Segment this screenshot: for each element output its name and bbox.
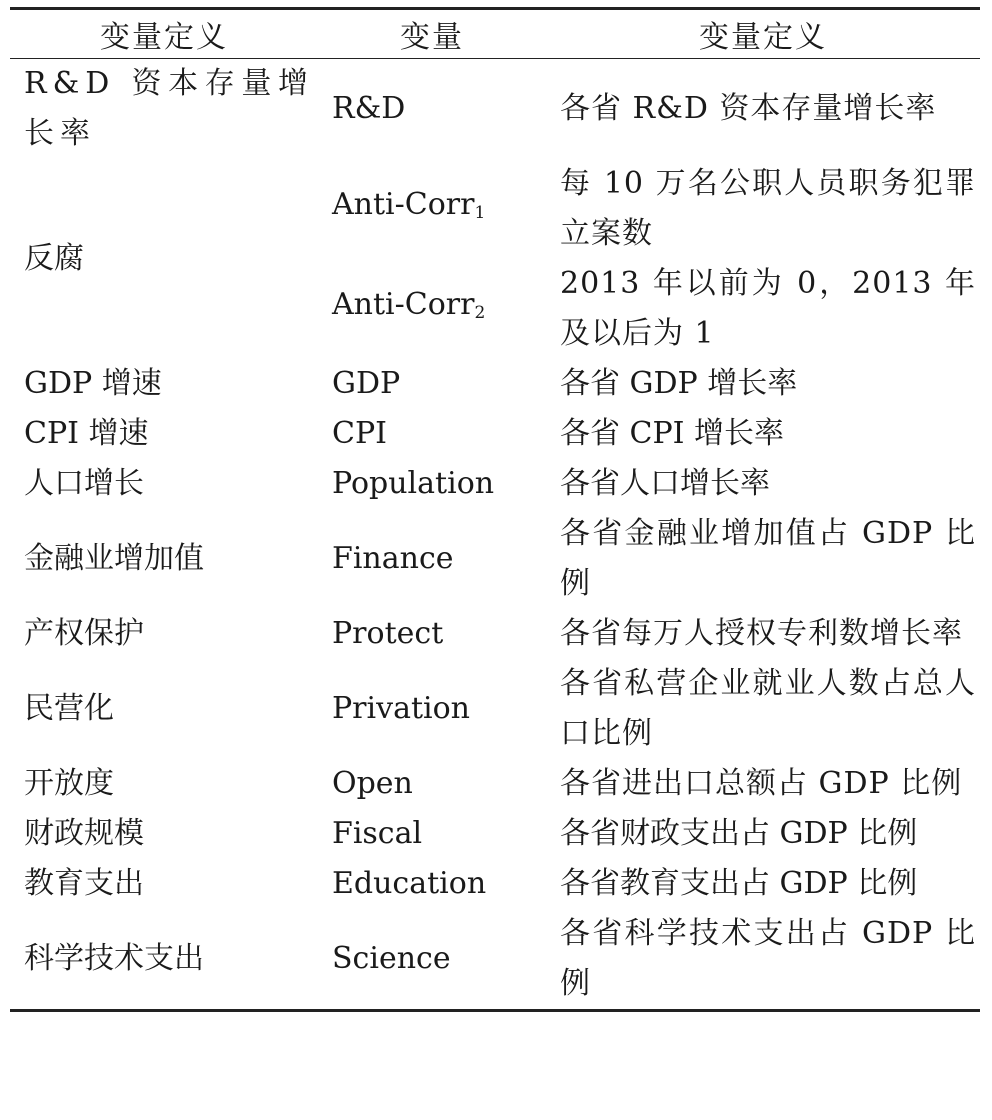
row-definition: 科学技术支出	[24, 941, 204, 976]
table-header-row	[10, 9, 980, 59]
row-description: 各省财政支出占 GDP 比例	[560, 816, 918, 851]
row-definition: GDP 增速	[24, 366, 162, 401]
table-row	[10, 909, 980, 1011]
table-row	[10, 409, 980, 459]
row-definition: 金融业增加值	[24, 541, 204, 576]
table-row	[10, 459, 980, 509]
row-description: 各省 GDP 增长率	[560, 366, 798, 401]
row-definition: 开放度	[24, 766, 114, 801]
header-variable-definition: 变量定义	[10, 9, 318, 59]
row-description: 各省私营企业就业人数占总人口比例	[560, 666, 976, 751]
row-variable: R&D	[332, 91, 406, 126]
header-variable: 变量	[318, 9, 546, 59]
row-description: 各省每万人授权专利数增长率	[560, 616, 963, 651]
variable-subscript: 2	[474, 303, 486, 323]
row-variable: GDP	[332, 366, 401, 401]
row-description: 各省 CPI 增长率	[560, 416, 785, 451]
table-row	[10, 609, 980, 659]
variable-name: Anti-Corr	[332, 187, 475, 222]
row-variable	[318, 259, 546, 359]
row-description: 各省金融业增加值占 GDP 比例	[560, 516, 976, 601]
row-definition: R&D 资本存量增长率	[24, 66, 314, 151]
row-description: 各省 R&D 资本存量增长率	[560, 91, 937, 126]
table-row	[10, 659, 980, 759]
variable-definition-table	[10, 7, 980, 1012]
row-description: 各省科学技术支出占 GDP 比例	[560, 916, 976, 1001]
table-row	[10, 59, 980, 160]
row-definition: 产权保护	[24, 616, 144, 651]
table-row	[10, 359, 980, 409]
row-description: 2013 年以前为 0，2013 年及以后为 1	[560, 266, 976, 351]
row-variable: CPI	[332, 416, 387, 451]
table-row	[10, 809, 980, 859]
row-description: 各省进出口总额占 GDP 比例	[560, 766, 963, 801]
row-description: 各省人口增长率	[560, 466, 770, 501]
table-row	[10, 159, 980, 259]
row-variable: Science	[332, 941, 451, 976]
row-variable: Fiscal	[332, 816, 423, 851]
row-variable: Finance	[332, 541, 454, 576]
row-definition: 人口增长	[24, 466, 144, 501]
row-variable: Education	[332, 866, 487, 901]
row-definition: 反腐	[24, 241, 84, 276]
row-definition: 财政规模	[24, 816, 144, 851]
table-row	[10, 859, 980, 909]
row-definition: 教育支出	[24, 866, 144, 901]
row-variable: Privation	[332, 691, 470, 726]
row-variable: Population	[332, 466, 495, 501]
variable-name: Anti-Corr	[332, 287, 475, 322]
row-variable: Open	[332, 766, 413, 801]
row-definition: 民营化	[24, 691, 114, 726]
row-description: 各省教育支出占 GDP 比例	[560, 866, 918, 901]
table-row	[10, 759, 980, 809]
table-row	[10, 509, 980, 609]
variable-subscript: 1	[474, 203, 486, 223]
row-definition: CPI 增速	[24, 416, 149, 451]
row-variable	[318, 159, 546, 259]
row-variable: Protect	[332, 616, 444, 651]
row-description: 每 10 万名公职人员职务犯罪立案数	[560, 166, 976, 251]
header-variable-description: 变量定义	[546, 9, 980, 59]
